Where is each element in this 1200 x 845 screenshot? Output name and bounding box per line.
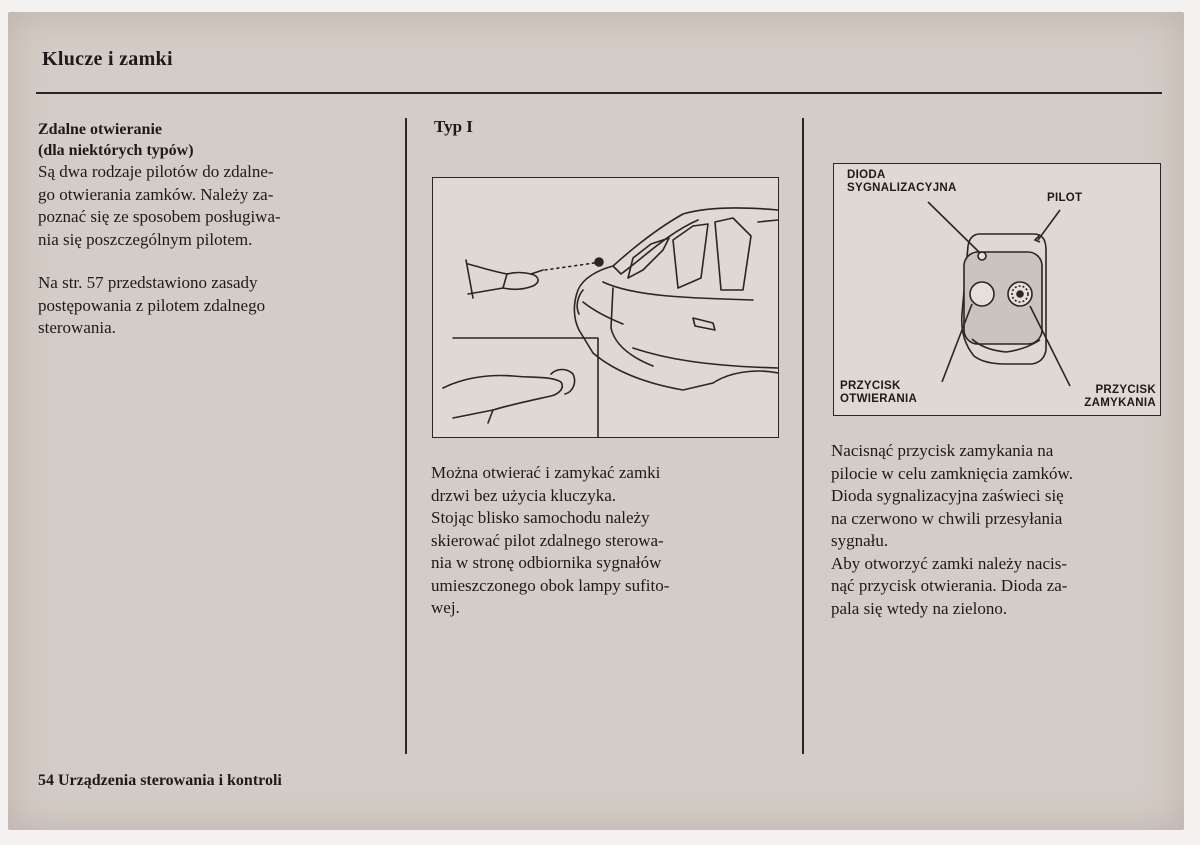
lock-label-line-1: PRZYCISK <box>1095 384 1156 396</box>
text-line: Można otwierać i zamykać zamki <box>431 463 661 482</box>
column-divider-1 <box>405 118 407 754</box>
remote-diagram <box>833 163 1161 416</box>
open-button-label <box>840 380 917 406</box>
section-title: Klucze i zamki <box>42 48 173 70</box>
text-line: postępowania z pilotem zdalnego <box>38 295 266 315</box>
remote-label: PILOT <box>1047 192 1083 204</box>
type-label: Typ I <box>434 117 473 136</box>
text-line: Na str. 57 przedstawiono zasady <box>38 273 258 292</box>
text-line: nia w stronę odbiornika sygnałów <box>431 553 662 572</box>
text-line: Nacisnąć przycisk zamykania na <box>831 441 1054 460</box>
text-line: sygnału. <box>831 531 889 550</box>
intro-paragraph <box>38 161 380 251</box>
lock-label-line-2: ZAMYKANIA <box>1084 397 1156 409</box>
car-remote-illustration <box>432 177 779 438</box>
text-line: sterowania. <box>38 318 116 337</box>
text-line: nia się poszczególnym pilotem. <box>38 229 253 249</box>
text-line: Stojąc blisko samochodu należy <box>431 508 650 527</box>
car-illustration-graphic <box>433 178 778 437</box>
column-divider-2 <box>802 118 804 754</box>
text-line: pala się wtedy na zielono. <box>831 598 1008 618</box>
lock-button-label <box>1084 384 1156 410</box>
text-line: pilocie w celu zamknięcia zamków. <box>831 463 1073 483</box>
page-footer: 54 Urządzenia sterowania i kontroli <box>38 772 282 789</box>
text-line: wej. <box>431 598 460 617</box>
text-line: Są dwa rodzaje pilotów do zdalne- <box>38 162 274 181</box>
remote-control-graphic <box>834 164 1160 415</box>
diode-label <box>847 169 957 195</box>
header-divider <box>36 92 1162 94</box>
subheading-line-2: (dla niektórych typów) <box>38 142 194 159</box>
text-line: umieszczonego obok lampy sufito- <box>431 575 670 595</box>
text-line: Dioda sygnalizacyjna zaświeci się <box>831 486 1064 505</box>
subheading-line-1: Zdalne otwieranie <box>38 121 162 138</box>
reference-paragraph <box>38 272 380 340</box>
text-line: go otwierania zamków. Należy za- <box>38 184 274 204</box>
text-line: na czerwono w chwili przesyłania <box>831 508 1063 528</box>
open-label-line-1: PRZYCISK <box>840 380 901 392</box>
open-label-line-2: OTWIERANIA <box>840 393 918 405</box>
diode-label-line-1: DIODA <box>847 169 886 181</box>
diode-label-line-2: SYGNALIZACYJNA <box>847 182 957 194</box>
text-line: skierować pilot zdalnego sterowa- <box>431 530 664 550</box>
text-line: drzwi bez użycia kluczyka. <box>431 485 617 505</box>
text-line: nąć przycisk otwierania. Dioda za- <box>831 576 1068 595</box>
right-column-text <box>831 440 1166 620</box>
middle-column-text <box>431 462 778 620</box>
text-line: poznać się ze sposobem posługiwa- <box>38 207 281 226</box>
text-line: Aby otworzyć zamki należy nacis- <box>831 553 1068 573</box>
left-column <box>38 119 380 340</box>
